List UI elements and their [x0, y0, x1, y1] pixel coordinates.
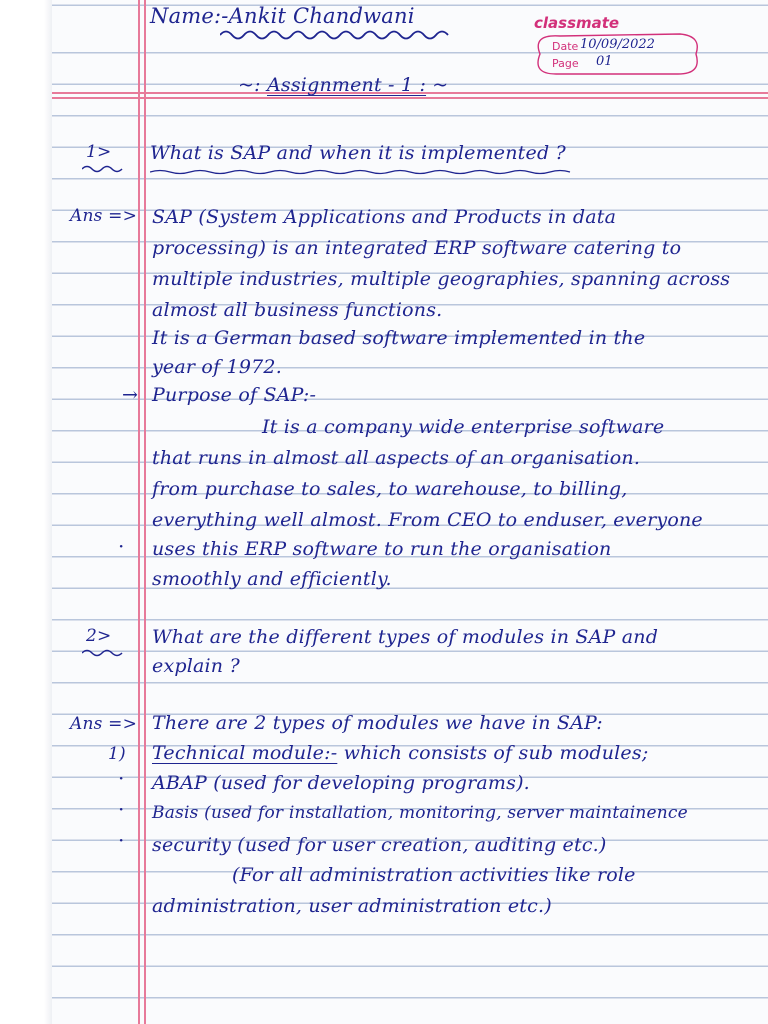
margin-line-2: [144, 0, 146, 1024]
header-line-2: [52, 97, 768, 99]
tech-heading: Technical module:-: [152, 742, 338, 764]
brand-logo: classmate: [534, 14, 620, 32]
note-line-1: (For all administration activities like role: [232, 864, 636, 886]
purpose-bullet-dot: ·: [118, 534, 125, 558]
date-label: Date: [552, 40, 579, 53]
purpose-line-2: that runs in almost all aspects of an organisation.: [152, 447, 641, 469]
q2-ans-label: Ans =>: [70, 714, 138, 734]
purpose-line-3: from purchase to sales, to warehouse, to billing,: [152, 478, 628, 500]
notebook-page: [52, 0, 768, 1024]
page-label: Page: [552, 57, 579, 70]
q2-intro: There are 2 types of modules we have in SAP:: [152, 712, 603, 734]
page-value: 01: [596, 54, 613, 69]
q1-line-3: multiple industries, multiple geographies, spanning across: [152, 268, 731, 290]
name-line: Name:-Ankit Chandwani: [150, 4, 415, 28]
q1-number: 1>: [86, 142, 112, 162]
q1-line-2: processing) is an integrated ERP software catering to: [152, 237, 682, 259]
purpose-arrow: →: [122, 384, 139, 406]
q1-number-wave: [82, 164, 124, 174]
name-underline-wave: [220, 28, 450, 42]
purpose-line-4: everything well almost. From CEO to enduser, everyone: [152, 509, 703, 531]
q1-line-4: almost all business functions.: [152, 299, 443, 321]
page-shadow: [44, 0, 52, 1024]
q1-line-1: SAP (System Applications and Products in data: [152, 206, 617, 228]
q1-question: What is SAP and when it is implemented ?: [150, 142, 566, 164]
purpose-line-1: It is a company wide enterprise software: [262, 416, 665, 438]
bullet-dot-1: ·: [118, 766, 125, 790]
title-deco-right: ~: [432, 74, 449, 96]
q2-question-line-2: explain ?: [152, 655, 240, 677]
bullet-2: Basis (used for installation, monitoring, server maintainence: [152, 803, 688, 823]
bullet-1: ABAP (used for developing programs).: [152, 772, 530, 794]
q1-line-5: It is a German based software implemented in the: [152, 327, 646, 349]
q1-line-6: year of 1972.: [152, 356, 282, 378]
purpose-line-6: smoothly and efficiently.: [152, 568, 392, 590]
q2-question-line-1: What are the different types of modules in SAP and: [152, 626, 659, 648]
title-deco-left: ~:: [238, 74, 261, 96]
purpose-line-5: uses this ERP software to run the organisation: [152, 538, 612, 560]
tech-rest: which consists of sub modules;: [343, 742, 649, 764]
purpose-heading: Purpose of SAP:-: [152, 384, 317, 406]
note-line-2: administration, user administration etc.): [152, 895, 552, 917]
q2-number: 2>: [86, 626, 112, 646]
q1-question-underline: [150, 168, 580, 176]
q1-ans-label: Ans =>: [70, 206, 138, 226]
date-value: 10/09/2022: [580, 37, 655, 52]
bullet-3: security (used for user creation, auditing etc.): [152, 834, 607, 856]
q2-sub-label: 1): [108, 744, 126, 764]
title-text: Assignment - 1 :: [266, 74, 427, 96]
bullet-dot-3: ·: [118, 828, 125, 852]
q2-number-wave: [82, 648, 124, 658]
margin-line-1: [138, 0, 140, 1024]
tech-module-line: [152, 742, 648, 764]
bullet-dot-2: ·: [118, 797, 125, 821]
assignment-title: [238, 74, 448, 96]
